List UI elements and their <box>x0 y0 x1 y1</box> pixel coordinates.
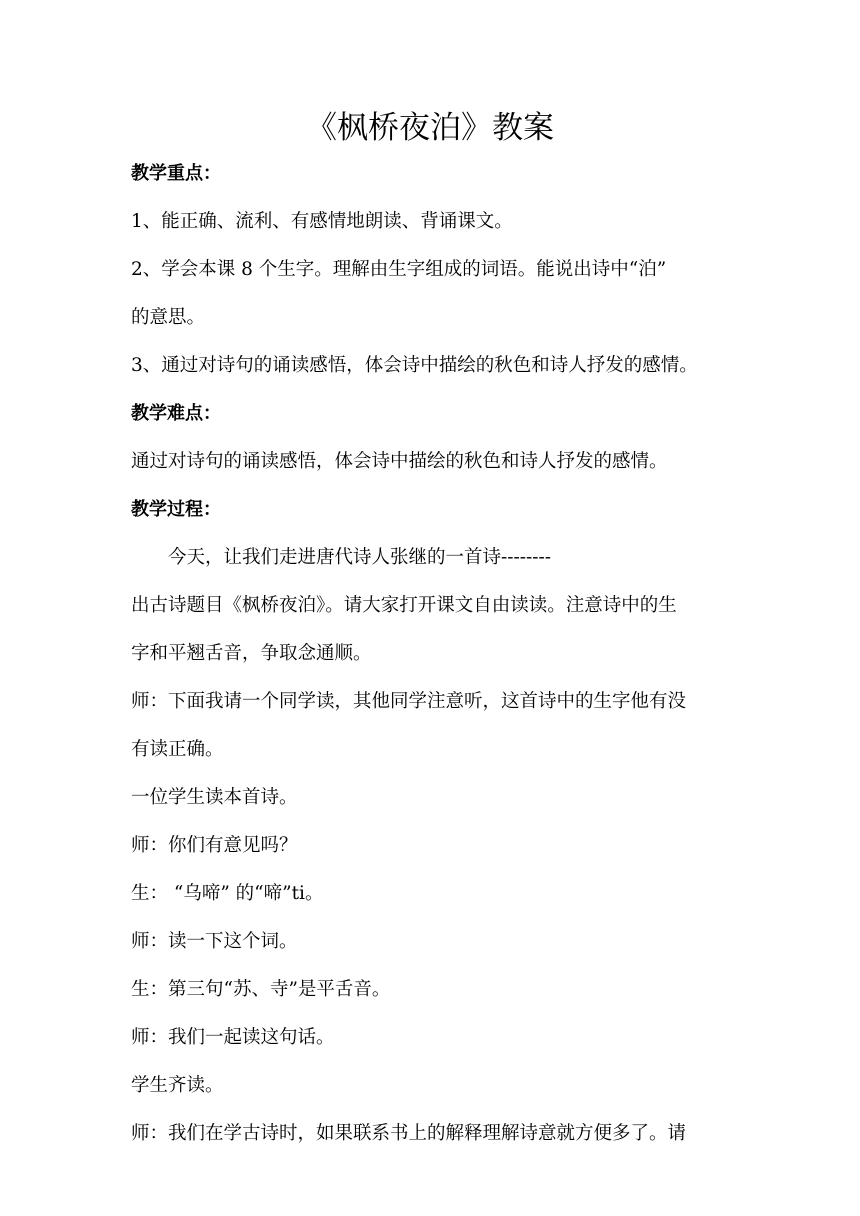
paragraph-line: 有读正确。 <box>131 739 224 760</box>
paragraph-line: 今天，让我们走进唐代诗人张继的一首诗-------- <box>168 547 552 568</box>
paragraph-line: 师：我们一起读这句话。 <box>131 1027 335 1048</box>
paragraph-line: 生： “乌啼” 的“啼”ti。 <box>131 883 324 904</box>
paragraph-line: 学生齐读。 <box>131 1075 224 1096</box>
paragraph-line: 通过对诗句的诵读感悟，体会诗中描绘的秋色和诗人抒发的感情。 <box>131 451 668 472</box>
section-heading: 教学过程： <box>131 499 221 520</box>
section-heading: 教学难点： <box>131 403 221 424</box>
paragraph-line: 字和平翘舌音，争取念通顺。 <box>131 643 372 664</box>
document-body <box>131 150 741 1158</box>
paragraph-line: 1、能正确、流利、有感情地朗读、背诵课文。 <box>131 211 513 232</box>
paragraph-line: 师：你们有意见吗？ <box>131 835 298 856</box>
paragraph-line: 出古诗题目《枫桥夜泊》。请大家打开课文自由读读。注意诗中的生 <box>131 595 677 616</box>
paragraph-line: 师：读一下这个词。 <box>131 931 298 952</box>
paragraph-line: 3、通过对诗句的诵读感悟，体会诗中描绘的秋色和诗人抒发的感情。 <box>131 355 698 376</box>
paragraph-line: 师：我们在学古诗时，如果联系书上的解释理解诗意就方便多了。请 <box>131 1123 687 1144</box>
document-title: 《枫桥夜泊》教案 <box>306 110 554 146</box>
paragraph-line: 2、学会本课 8 个生字。理解由生字组成的词语。能说出诗中“泊” <box>131 259 667 280</box>
paragraph-line: 一位学生读本首诗。 <box>131 787 298 808</box>
section-heading: 教学重点： <box>131 163 221 184</box>
paragraph-line: 生：第三句“苏、寺”是平舌音。 <box>131 979 391 1000</box>
paragraph-line: 师：下面我请一个同学读，其他同学注意听，这首诗中的生字他有没 <box>131 691 687 712</box>
paragraph-line: 的意思。 <box>131 307 206 328</box>
